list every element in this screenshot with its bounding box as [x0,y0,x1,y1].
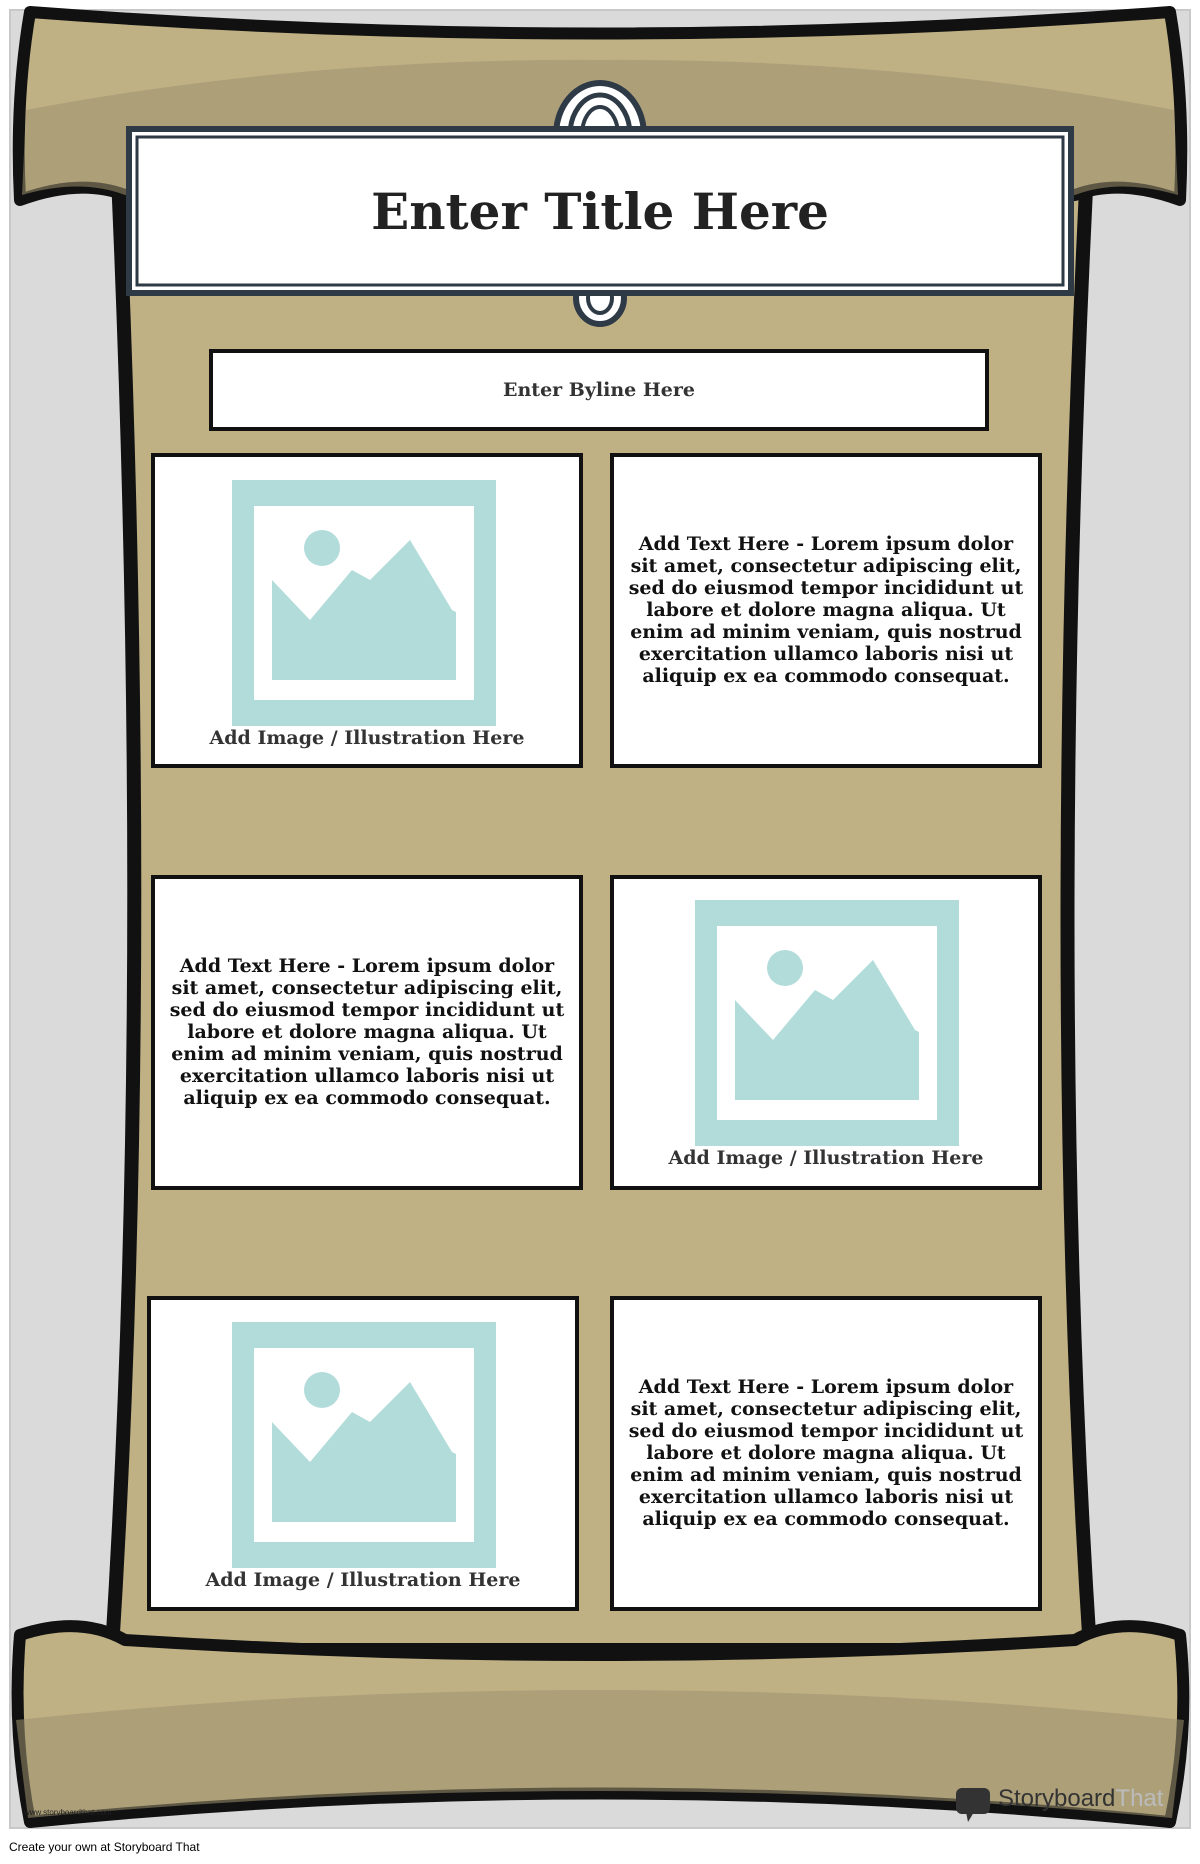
panel-5-caption[interactable]: Add Image / Illustration Here [205,1569,521,1591]
panel-3-text[interactable]: Add Text Here - Lorem ipsum dolor sit amet, consectetur adipiscing elit, sed do eiusmod tempor incididunt ut labore et dolore magna aliqua. Ut enim ad minim veniam, quis nostrud exercitation ullamco laboris nisi ut aliquip ex ea commodo consequat. [169,955,565,1109]
panel-1-caption[interactable]: Add Image / Illustration Here [209,727,525,749]
image-placeholder-icon [232,480,496,726]
page-title[interactable]: Enter Title Here [371,181,829,241]
watermark-text: www.storyboardthat.com [24,1808,112,1817]
image-placeholder-icon [695,900,959,1146]
storyboard-that-logo[interactable] [998,1785,1163,1813]
brand-name-dark: Storyboard [998,1785,1116,1812]
panel-4-caption[interactable]: Add Image / Illustration Here [668,1147,984,1169]
byline[interactable]: Enter Byline Here [503,379,695,401]
panel-6-text[interactable]: Add Text Here - Lorem ipsum dolor sit amet, consectetur adipiscing elit, sed do eiusmod tempor incididunt ut labore et dolore magna aliqua. Ut enim ad minim veniam, quis nostrud exercitation ullamco laboris nisi ut aliquip ex ea commodo consequat. [628,1376,1024,1530]
panel-2-text[interactable]: Add Text Here - Lorem ipsum dolor sit amet, consectetur adipiscing elit, sed do eiusmod tempor incididunt ut labore et dolore magna aliqua. Ut enim ad minim veniam, quis nostrud exercitation ullamco laboris nisi ut aliquip ex ea commodo consequat. [628,533,1024,687]
brand-name-light: That [1115,1785,1164,1812]
footer-link[interactable]: Create your own at Storyboard That [9,1840,200,1854]
image-placeholder-icon [232,1322,496,1568]
